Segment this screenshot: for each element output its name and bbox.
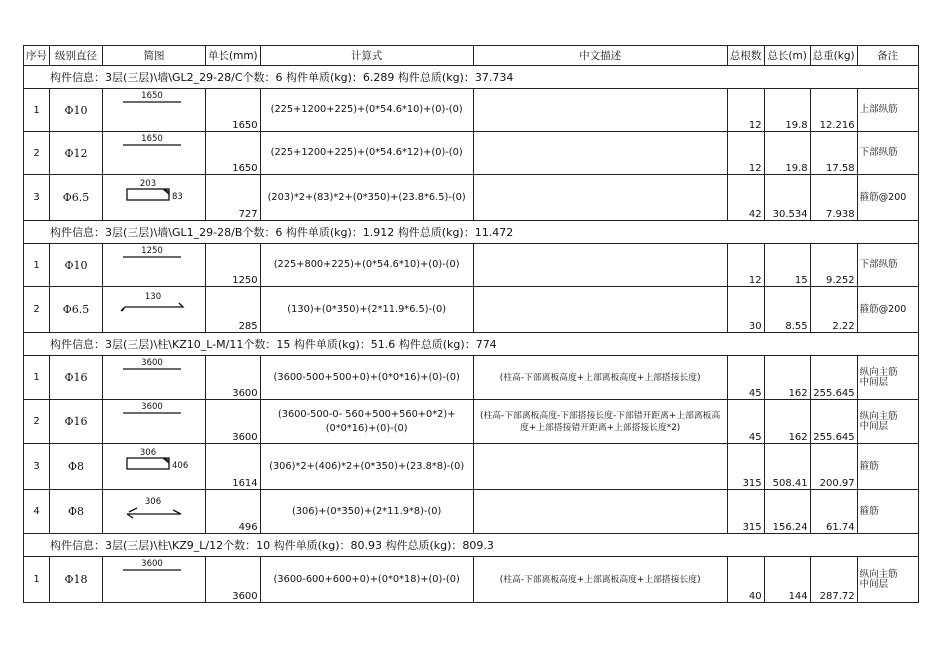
count-cell: 40 xyxy=(727,557,764,603)
note-cell: 箍筋 xyxy=(857,444,918,490)
total-length-cell: 162 xyxy=(764,400,810,444)
grade-cell: Φ12 xyxy=(50,132,103,175)
total-length-cell: 15 xyxy=(764,244,810,287)
header-unit-length: 单长(mm) xyxy=(206,46,261,66)
table-row xyxy=(24,132,919,175)
unit-length-cell: 3600 xyxy=(206,557,261,603)
header-total-length: 总长(m) xyxy=(764,46,810,66)
count-cell: 42 xyxy=(727,175,764,221)
table-row xyxy=(24,444,919,490)
seq-cell: 1 xyxy=(24,356,50,400)
unit-length-cell: 285 xyxy=(206,287,261,333)
description-cell: (柱高-下部离板高度+上部离板高度+上部搭接长度) xyxy=(473,557,727,603)
total-weight-cell: 17.58 xyxy=(810,132,857,175)
note-cell: 箍筋@200 xyxy=(857,287,918,333)
note-cell: 纵向主筋 中间层 xyxy=(857,400,918,444)
stirrup-rect xyxy=(127,189,169,200)
unit-length-cell: 1650 xyxy=(206,132,261,175)
formula-cell: (225+1200+225)+(0*54.6*10)+(0)-(0) xyxy=(260,89,473,132)
note-cell: 下部纵筋 xyxy=(857,244,918,287)
table-row xyxy=(24,89,919,132)
total-length-cell: 162 xyxy=(764,356,810,400)
grade-cell: Φ10 xyxy=(50,244,103,287)
seq-cell: 3 xyxy=(24,444,50,490)
stirrup-rect xyxy=(127,458,169,469)
header-count: 总根数 xyxy=(727,46,764,66)
count-cell: 45 xyxy=(727,400,764,444)
stirrup-hook xyxy=(163,458,169,463)
seq-cell: 1 xyxy=(24,244,50,287)
formula-cell: (130)+(0*350)+(2*11.9*6.5)-(0) xyxy=(260,287,473,333)
formula-cell: (3600-500+500+0)+(0*0*16)+(0)-(0) xyxy=(260,356,473,400)
note-cell: 箍筋@200 xyxy=(857,175,918,221)
note-cell: 上部纵筋 xyxy=(857,89,918,132)
unit-length-cell: 1614 xyxy=(206,444,261,490)
rebar-table xyxy=(23,45,919,603)
component-info: 构件信息：3层(三层)\柱\KZ9_L/12个数：10 构件单质(kg)：80.93 构件总质(kg)：809.3 xyxy=(24,534,919,557)
note-cell: 下部纵筋 xyxy=(857,132,918,175)
total-weight-cell: 61.74 xyxy=(810,490,857,534)
sketch-cell xyxy=(103,244,206,287)
count-cell: 12 xyxy=(727,244,764,287)
rebar-shape-sketch xyxy=(103,175,206,215)
sketch-cell xyxy=(103,557,206,603)
table-body xyxy=(24,66,919,603)
total-weight-cell: 255.645 xyxy=(810,356,857,400)
rebar-shape-sketch xyxy=(103,356,206,396)
seq-cell: 2 xyxy=(24,132,50,175)
sketch-cell xyxy=(103,175,206,221)
total-length-cell: 8.55 xyxy=(764,287,810,333)
description-cell: (柱高-下部离板高度-下部搭接长度-下部错开距离+上部离板高度+上部搭接错开距离+上部搭接长度*2) xyxy=(473,400,727,444)
seq-cell: 1 xyxy=(24,557,50,603)
component-info-row xyxy=(24,66,919,89)
total-length-cell: 30.534 xyxy=(764,175,810,221)
seq-cell: 4 xyxy=(24,490,50,534)
total-weight-cell: 255.645 xyxy=(810,400,857,444)
header-formula: 计算式 xyxy=(260,46,473,66)
grade-cell: Φ6.5 xyxy=(50,175,103,221)
count-cell: 45 xyxy=(727,356,764,400)
count-cell: 315 xyxy=(727,490,764,534)
header-seq: 序号 xyxy=(24,46,50,66)
stirrup-hook xyxy=(163,189,169,194)
count-cell: 30 xyxy=(727,287,764,333)
component-info: 构件信息：3层(三层)\墙\GL1_29-28/B个数：6 构件单质(kg)：1.912 构件总质(kg)：11.472 xyxy=(24,221,919,244)
total-length-cell: 156.24 xyxy=(764,490,810,534)
component-info-row xyxy=(24,221,919,244)
component-info: 构件信息：3层(三层)\墙\GL2_29-28/C个数：6 构件单质(kg)：6.289 构件总质(kg)：37.734 xyxy=(24,66,919,89)
total-weight-cell: 2.22 xyxy=(810,287,857,333)
grade-cell: Φ8 xyxy=(50,490,103,534)
unit-length-cell: 3600 xyxy=(206,400,261,444)
unit-length-cell: 1650 xyxy=(206,89,261,132)
shape-dimension-label: 1250 xyxy=(141,246,163,256)
seq-cell: 1 xyxy=(24,89,50,132)
header-note: 备注 xyxy=(857,46,918,66)
total-length-cell: 19.8 xyxy=(764,132,810,175)
rebar-shape-sketch xyxy=(103,490,206,530)
component-info-row xyxy=(24,333,919,356)
formula-cell: (225+800+225)+(0*54.6*10)+(0)-(0) xyxy=(260,244,473,287)
seq-cell: 2 xyxy=(24,287,50,333)
grade-cell: Φ18 xyxy=(50,557,103,603)
count-cell: 12 xyxy=(727,132,764,175)
table-row xyxy=(24,400,919,444)
sketch-cell xyxy=(103,444,206,490)
count-cell: 12 xyxy=(727,89,764,132)
note-cell: 箍筋 xyxy=(857,490,918,534)
description-cell xyxy=(473,244,727,287)
header-sketch: 简图 xyxy=(103,46,206,66)
shape-dimension-label: 130 xyxy=(144,292,162,302)
sketch-cell xyxy=(103,490,206,534)
rebar-shape-sketch xyxy=(103,287,206,327)
note-cell: 纵向主筋 中间层 xyxy=(857,557,918,603)
sketch-cell xyxy=(103,287,206,333)
shape-dimension-label: 1650 xyxy=(141,91,163,101)
table-row xyxy=(24,356,919,400)
total-length-cell: 19.8 xyxy=(764,89,810,132)
unit-length-cell: 1250 xyxy=(206,244,261,287)
rebar-shape-sketch xyxy=(103,400,206,440)
total-weight-cell: 200.97 xyxy=(810,444,857,490)
table-row xyxy=(24,557,919,603)
description-cell xyxy=(473,89,727,132)
grade-cell: Φ16 xyxy=(50,356,103,400)
description-cell: (柱高-下部离板高度+上部离板高度+上部搭接长度) xyxy=(473,356,727,400)
grade-cell: Φ6.5 xyxy=(50,287,103,333)
grade-cell: Φ8 xyxy=(50,444,103,490)
sketch-cell xyxy=(103,89,206,132)
header-total-weight: 总重(kg) xyxy=(810,46,857,66)
unit-length-cell: 727 xyxy=(206,175,261,221)
formula-cell: (3600-500-0- 560+500+560+0*2)+(0*0*16)+(0)-(0) xyxy=(260,400,473,444)
sketch-cell xyxy=(103,400,206,444)
table-row xyxy=(24,490,919,534)
grade-cell: Φ10 xyxy=(50,89,103,132)
count-cell: 315 xyxy=(727,444,764,490)
total-length-cell: 508.41 xyxy=(764,444,810,490)
sketch-cell xyxy=(103,132,206,175)
tie-bar-line xyxy=(121,303,183,311)
seq-cell: 3 xyxy=(24,175,50,221)
shape-dimension-label: 406 xyxy=(172,461,189,471)
shape-dimension-label: 1650 xyxy=(141,134,163,144)
tie-bar-line xyxy=(127,508,181,518)
table-row xyxy=(24,244,919,287)
rebar-shape-sketch xyxy=(103,557,206,597)
table-row xyxy=(24,287,919,333)
description-cell xyxy=(473,444,727,490)
seq-cell: 2 xyxy=(24,400,50,444)
shape-dimension-label: 306 xyxy=(144,497,162,507)
rebar-shape-sketch xyxy=(103,244,206,284)
rebar-shape-sketch xyxy=(103,132,206,172)
table-row xyxy=(24,175,919,221)
shape-dimension-label: 203 xyxy=(139,179,157,189)
total-weight-cell: 9.252 xyxy=(810,244,857,287)
note-cell: 纵向主筋 中间层 xyxy=(857,356,918,400)
header-description: 中文描述 xyxy=(473,46,727,66)
component-info: 构件信息：3层(三层)\柱\KZ10_L-M/11个数：15 构件单质(kg)：51.6 构件总质(kg)：774 xyxy=(24,333,919,356)
formula-cell: (306)+(0*350)+(2*11.9*8)-(0) xyxy=(260,490,473,534)
description-cell xyxy=(473,490,727,534)
total-weight-cell: 7.938 xyxy=(810,175,857,221)
formula-cell: (306)*2+(406)*2+(0*350)+(23.8*8)-(0) xyxy=(260,444,473,490)
total-length-cell: 144 xyxy=(764,557,810,603)
shape-dimension-label: 3600 xyxy=(141,358,163,368)
rebar-shape-sketch xyxy=(103,444,206,484)
unit-length-cell: 496 xyxy=(206,490,261,534)
shape-dimension-label: 83 xyxy=(172,192,183,202)
shape-dimension-label: 3600 xyxy=(141,402,163,412)
rebar-shape-sketch xyxy=(103,89,206,129)
header-grade: 级别直径 xyxy=(50,46,103,66)
description-cell xyxy=(473,132,727,175)
sketch-cell xyxy=(103,356,206,400)
formula-cell: (3600-600+600+0)+(0*0*18)+(0)-(0) xyxy=(260,557,473,603)
total-weight-cell: 287.72 xyxy=(810,557,857,603)
total-weight-cell: 12.216 xyxy=(810,89,857,132)
component-info-row xyxy=(24,534,919,557)
formula-cell: (225+1200+225)+(0*54.6*12)+(0)-(0) xyxy=(260,132,473,175)
header-row xyxy=(24,46,919,66)
shape-dimension-label: 3600 xyxy=(141,559,163,569)
grade-cell: Φ16 xyxy=(50,400,103,444)
shape-dimension-label: 306 xyxy=(139,448,157,458)
description-cell xyxy=(473,175,727,221)
unit-length-cell: 3600 xyxy=(206,356,261,400)
description-cell xyxy=(473,287,727,333)
formula-cell: (203)*2+(83)*2+(0*350)+(23.8*6.5)-(0) xyxy=(260,175,473,221)
